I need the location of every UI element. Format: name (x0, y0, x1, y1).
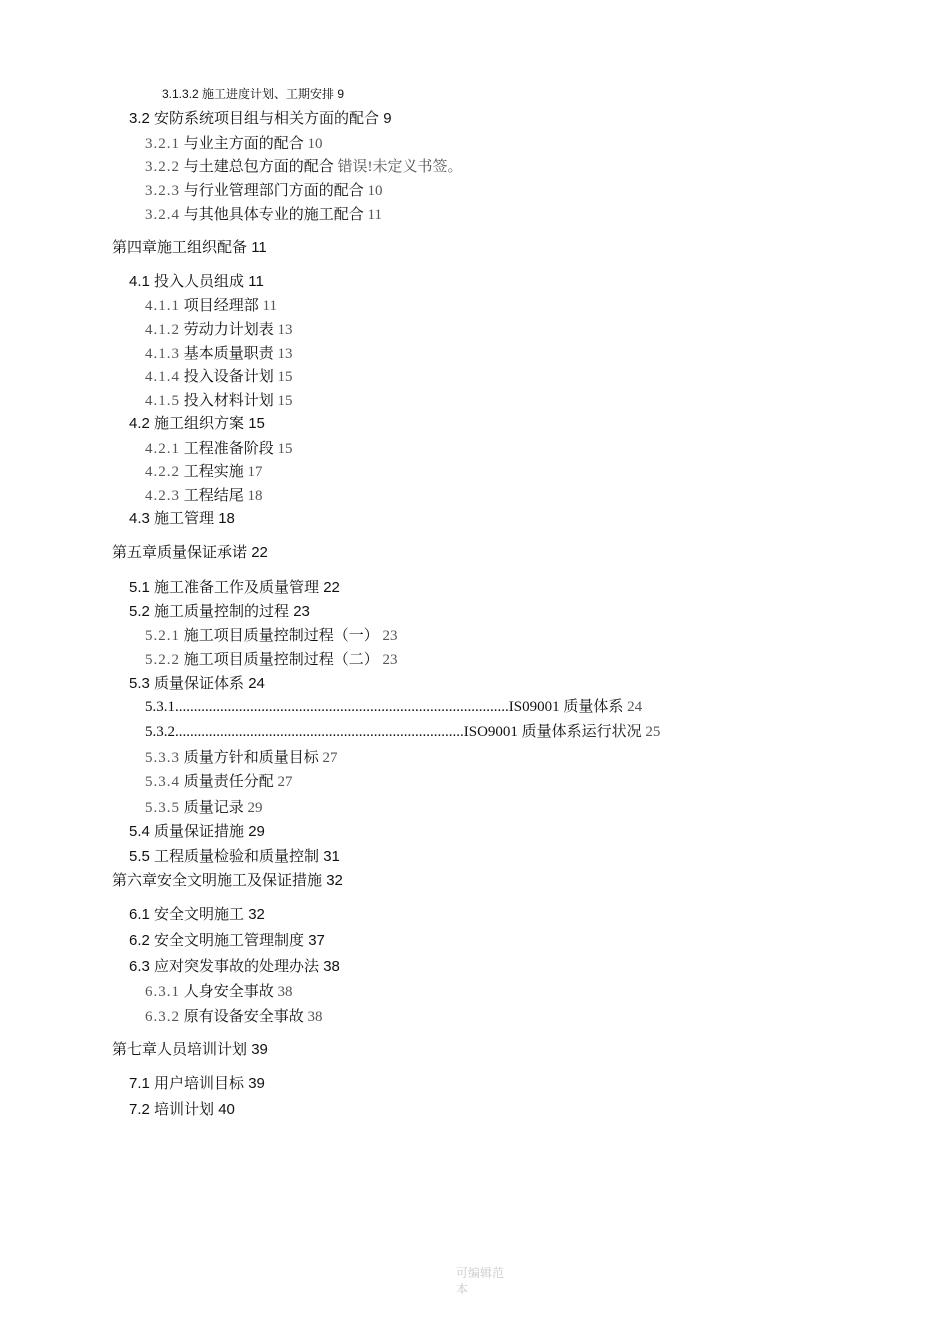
toc-entry[interactable] (145, 183, 383, 199)
toc-entry[interactable] (112, 873, 343, 888)
toc-dot-leader: ......................................................................................... (175, 699, 509, 715)
toc-entry[interactable] (145, 725, 660, 740)
toc-page-number: 23 (293, 603, 310, 620)
toc-entry-number: 5.3.2 (145, 724, 175, 740)
toc-entry-title: 第六章安全文明施工及保证措施 (112, 872, 323, 889)
toc-page-number: 23 (378, 628, 398, 644)
toc-entry-number: 4.1.3 (145, 346, 180, 362)
toc-page-number: 11 (248, 273, 264, 290)
toc-entry-number: 3.2 (129, 110, 150, 127)
toc-entry-title: 质量保证措施 (154, 823, 245, 840)
toc-entry-number: 3.2.3 (145, 183, 180, 199)
toc-page-number: 23 (378, 652, 398, 668)
toc-entry[interactable] (145, 159, 463, 175)
toc-entry-number: 6.1 (129, 906, 150, 923)
toc-entry-title: 人身安全事故 (183, 983, 274, 1000)
toc-entry-title: 与行业管理部门方面的配合 (183, 182, 364, 199)
toc-entry[interactable] (129, 849, 340, 864)
toc-page-number: 18 (218, 510, 235, 527)
toc-entry-title: 投入人员组成 (154, 273, 245, 290)
toc-page-number: 18 (243, 488, 263, 504)
toc-entry-number: 5.3.4 (145, 774, 180, 790)
toc-entry-number: 5.3.3 (145, 750, 180, 766)
toc-page-number: 24 (248, 675, 265, 692)
toc-entry-number: 6.3.1 (145, 984, 180, 1000)
toc-entry-title: 工程结尾 (183, 487, 244, 504)
toc-page-number: 32 (326, 872, 343, 889)
toc-entry[interactable] (145, 750, 338, 766)
toc-entry-title: 安全文明施工管理制度 (154, 932, 305, 949)
toc-entry-title: 投入材料计划 (183, 392, 274, 409)
toc-entry[interactable] (145, 369, 293, 385)
toc-entry-title: 质量方针和质量目标 (183, 749, 319, 766)
toc-entry[interactable] (145, 207, 382, 223)
toc-page-number: 9 (337, 87, 345, 101)
toc-entry[interactable] (145, 652, 398, 668)
toc-entry-title: 施工组织方案 (154, 415, 245, 432)
toc-page-number: 10 (303, 136, 323, 152)
toc-page-number: 39 (251, 1041, 268, 1058)
toc-entry-number: 7.2 (129, 1101, 150, 1118)
toc-entry-title: 质量保证体系 (154, 675, 245, 692)
toc-entry[interactable] (129, 907, 265, 922)
toc-entry[interactable] (145, 322, 293, 338)
toc-entry-number: 4.2.2 (145, 464, 180, 480)
toc-page-number: 31 (323, 848, 340, 865)
toc-entry-title: 第七章人员培训计划 (112, 1041, 248, 1058)
toc-page-number: 29 (243, 800, 263, 816)
toc-dot-leader: ............................................................................. (175, 724, 464, 740)
toc-entry[interactable] (129, 511, 235, 526)
toc-page-number: 15 (273, 441, 293, 457)
toc-entry-title: 施工项目质量控制过程（一） (183, 627, 379, 644)
toc-page-number: 11 (251, 239, 267, 256)
toc-page-number: 13 (273, 322, 293, 338)
toc-entry[interactable] (129, 959, 340, 974)
toc-entry[interactable] (145, 298, 277, 314)
toc-page-number: 10 (363, 183, 383, 199)
toc-entry-number: 4.1 (129, 273, 150, 290)
toc-entry[interactable] (129, 1102, 235, 1117)
toc-entry-number: 5.4 (129, 823, 150, 840)
toc-entry[interactable] (145, 800, 263, 816)
toc-entry-number: 5.3.1 (145, 699, 175, 715)
toc-entry-title: 用户培训目标 (154, 1075, 245, 1092)
toc-entry[interactable] (129, 676, 265, 691)
toc-entry-number: 5.3 (129, 675, 150, 692)
toc-entry-title: 与其他具体专业的施工配合 (183, 206, 364, 223)
toc-entry-number: 5.2 (129, 603, 150, 620)
toc-entry[interactable] (145, 464, 263, 480)
toc-entry-title: 劳动力计划表 (183, 321, 274, 338)
toc-entry-title: ISO9001 质量体系运行状况 (463, 724, 642, 740)
toc-page-number: 错误!未定义书签。 (333, 159, 463, 175)
toc-entry[interactable] (129, 416, 265, 431)
toc-entry-title: 投入设备计划 (183, 368, 274, 385)
toc-entry-number: 5.3.5 (145, 800, 180, 816)
toc-entry[interactable] (129, 824, 265, 839)
toc-entry-number: 6.3 (129, 958, 150, 975)
toc-page-number: 27 (273, 774, 293, 790)
toc-page-number: 9 (383, 110, 392, 127)
toc-entry[interactable] (129, 1076, 265, 1091)
toc-entry-title: 施工准备工作及质量管理 (154, 579, 320, 596)
toc-entry-number: 5.2.2 (145, 652, 180, 668)
toc-entry[interactable] (145, 628, 398, 644)
toc-entry[interactable] (145, 393, 293, 409)
toc-entry-number: 4.1.4 (145, 369, 180, 385)
toc-entry-title: 质量责任分配 (183, 773, 274, 790)
toc-entry-number: 4.2.1 (145, 441, 180, 457)
footer-line-2: 本 (456, 1282, 469, 1296)
toc-entry[interactable] (145, 346, 293, 362)
toc-entry-title: 培训计划 (154, 1101, 215, 1118)
toc-page-number: 32 (248, 906, 265, 923)
toc-entry-title: 工程质量检验和质量控制 (154, 848, 320, 865)
toc-entry-number: 4.2 (129, 415, 150, 432)
footer-line-1: 可编辑范 (456, 1266, 505, 1280)
toc-entry-number: 4.1.2 (145, 322, 180, 338)
toc-page-number: 15 (248, 415, 265, 432)
toc-page-number: 11 (258, 298, 277, 314)
toc-page-number: 40 (218, 1101, 235, 1118)
toc-entry[interactable] (129, 580, 340, 595)
toc-entry[interactable] (145, 984, 293, 1000)
toc-entry-number: 3.2.1 (145, 136, 180, 152)
toc-page-number: 17 (243, 464, 263, 480)
toc-page-number: 13 (273, 346, 293, 362)
toc-entry-title: 与业主方面的配合 (183, 135, 304, 152)
toc-entry-title: IS09001 质量体系 (508, 699, 624, 715)
toc-page-number: 11 (363, 207, 382, 223)
toc-entry-title: 项目经理部 (183, 297, 259, 314)
toc-entry[interactable] (112, 240, 267, 255)
toc-entry-number: 5.5 (129, 848, 150, 865)
toc-page-number: 15 (273, 393, 293, 409)
toc-entry-title: 安全文明施工 (154, 906, 245, 923)
toc-entry-title: 工程准备阶段 (183, 440, 274, 457)
toc-entry-number: 4.2.3 (145, 488, 180, 504)
toc-entry[interactable] (129, 933, 325, 948)
toc-page-number: 22 (251, 544, 268, 561)
toc-entry[interactable] (129, 111, 392, 126)
toc-entry-number: 5.1 (129, 579, 150, 596)
toc-entry[interactable] (145, 136, 323, 152)
toc-entry-title: 施工进度计划、工期安排 (202, 87, 335, 101)
toc-entry-title: 基本质量职责 (183, 345, 274, 362)
toc-page-number: 39 (248, 1075, 265, 1092)
toc-page-number: 38 (303, 1009, 323, 1025)
toc-page-number: 29 (248, 823, 265, 840)
toc-entry-title: 应对突发事故的处理办法 (154, 958, 320, 975)
toc-entry[interactable] (145, 700, 642, 715)
toc-entry-number: 6.2 (129, 932, 150, 949)
toc-entry[interactable] (162, 88, 344, 100)
toc-entry-title: 施工管理 (154, 510, 215, 527)
toc-entry-number: 3.1.3.2 (162, 87, 199, 101)
footer-watermark (456, 1265, 516, 1297)
toc-page-number: 38 (273, 984, 293, 1000)
toc-entry-title: 原有设备安全事故 (183, 1008, 304, 1025)
toc-entry[interactable] (112, 545, 268, 560)
toc-entry-title: 第五章质量保证承诺 (112, 544, 248, 561)
toc-entry-title: 工程实施 (183, 463, 244, 480)
toc-entry-title: 施工项目质量控制过程（二） (183, 651, 379, 668)
toc-entry-number: 3.2.4 (145, 207, 180, 223)
toc-page-number: 38 (323, 958, 340, 975)
toc-entry[interactable] (145, 441, 293, 457)
toc-page-number: 22 (323, 579, 340, 596)
toc-entry-number: 6.3.2 (145, 1009, 180, 1025)
toc-entry-title: 质量记录 (183, 799, 244, 816)
toc-entry-number: 7.1 (129, 1075, 150, 1092)
toc-entry[interactable] (112, 1042, 268, 1057)
toc-entry-title: 施工质量控制的过程 (154, 603, 290, 620)
toc-page-number: 27 (318, 750, 338, 766)
toc-entry[interactable] (145, 488, 263, 504)
toc-entry-number: 5.2.1 (145, 628, 180, 644)
toc-entry-number: 4.3 (129, 510, 150, 527)
toc-entry[interactable] (145, 1009, 323, 1025)
toc-entry[interactable] (129, 274, 264, 289)
toc-page-number: 15 (273, 369, 293, 385)
toc-entry-number: 4.1.5 (145, 393, 180, 409)
toc-page-number: 25 (645, 724, 661, 740)
toc-entry[interactable] (129, 604, 310, 619)
toc-entry-number: 4.1.1 (145, 298, 180, 314)
toc-page-number: 24 (627, 699, 643, 715)
toc-entry[interactable] (145, 774, 293, 790)
toc-entry-title: 第四章施工组织配备 (112, 239, 248, 256)
toc-entry-title: 与土建总包方面的配合 (183, 158, 334, 175)
toc-page-number: 37 (308, 932, 325, 949)
toc-entry-number: 3.2.2 (145, 159, 180, 175)
toc-entry-title: 安防系统项目组与相关方面的配合 (154, 110, 380, 127)
